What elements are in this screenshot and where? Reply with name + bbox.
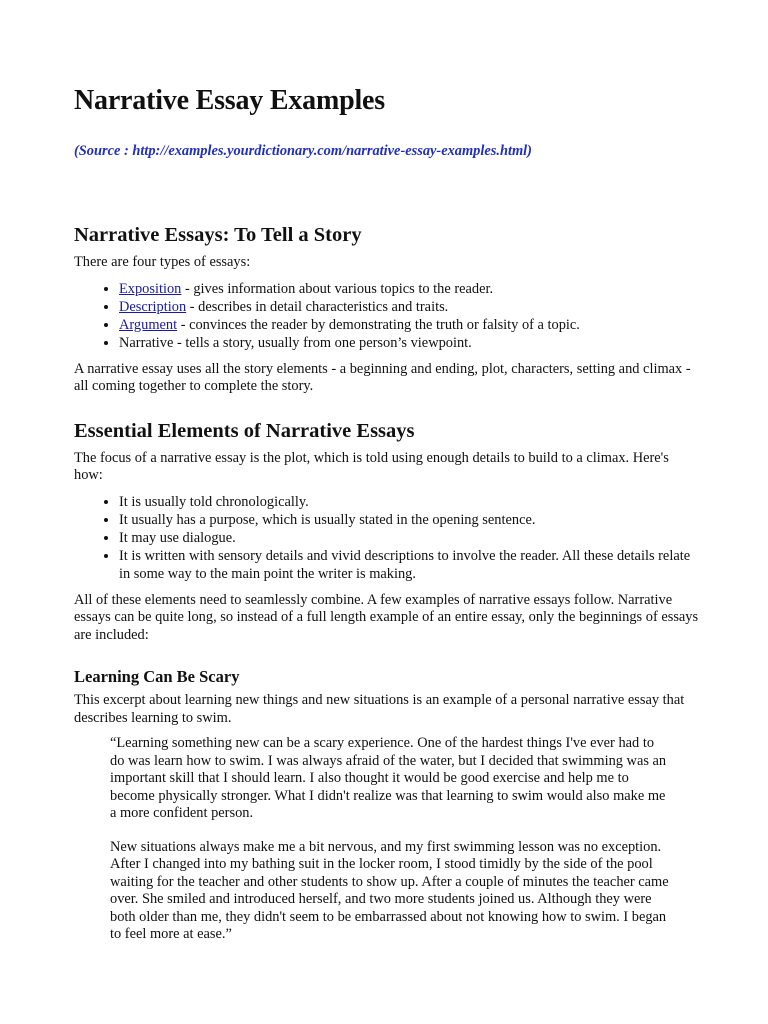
narrative-summary: A narrative essay uses all the story elements - a beginning and ending, plot, characters, setting and climax - all coming together to complete the story. [74,360,691,394]
section-heading-essential-elements: Essential Elements of Narrative Essays [74,419,415,442]
list-item-text: - tells a story, usually from one person’s viewpoint. [173,334,472,351]
excerpt-paragraph: “Learning something new can be a scary experience. One of the hardest things I've ever had to do was learn how to swim. I was always afraid of the water, but I decided that swimming was an important skill that I should learn. I also thought it would be good exercise and help me to become physically stronger. What I didn't realize was that learning to swim would also make me a more confident person. [110,735,667,821]
source-citation: (Source : http://examples.yourdictionary.com/narrative-essay-examples.html) [74,143,532,159]
list-item [119,280,700,298]
example-intro: This excerpt about learning new things and new situations is an example of a personal narrative essay that describes learning to swim. [74,692,685,726]
list-item [119,298,700,316]
elements-summary: All of these elements need to seamlessly combine. A few examples of narrative essays follow. Narrative essays can be quite long, so instead of a full length example of an entire essay, only the beginnings of essays are included: [74,591,699,643]
essay-types-intro: There are four types of essays: [74,254,251,270]
list-item-text: - convinces the reader by demonstrating the truth or falsity of a topic. [177,316,580,333]
list-item: • It is written with sensory details and vivid descriptions to involve the reader. All these details relate in some way to the main point the writer is making. [119,547,700,583]
page-title: Narrative Essay Examples [74,85,385,116]
essay-types-list [74,280,700,352]
list-item: • It may use dialogue. [119,529,700,547]
exposition-link[interactable]: Exposition [119,280,182,297]
elements-intro: The focus of a narrative essay is the plot, which is told using enough details to build to a climax. Here's how: [74,449,669,483]
excerpt-paragraph: New situations always make me a bit nervous, and my first swimming lesson was no exception. After I changed into my bathing suit in the locker room, I stood timidly by the side of the pool waiting for the teacher and other students to show up. After a couple of minutes the teacher came over. She smiled and introduced herself, and two more students joined us. Although they were both older than me, they didn't seem to be embarrassed about not knowing how to swim. I began to feel more at ease.” [110,838,669,942]
section-heading-tell-a-story: Narrative Essays: To Tell a Story [74,224,362,246]
list-item-text: - describes in detail characteristics and traits. [186,298,449,315]
list-item-text: - gives information about various topics to the reader. [181,280,494,297]
document-page [74,84,700,944]
example-heading-learning-scary: Learning Can Be Scary [74,667,240,686]
description-link[interactable]: Description [119,298,187,315]
narrative-term: Narrative [119,334,174,351]
argument-link[interactable]: Argument [119,316,178,333]
list-item [119,316,700,334]
elements-list [74,493,700,583]
list-item: • It usually has a purpose, which is usually stated in the opening sentence. [119,511,700,529]
example-excerpt [110,735,670,944]
list-item: • It is usually told chronologically. [119,493,700,511]
list-item [119,334,700,352]
